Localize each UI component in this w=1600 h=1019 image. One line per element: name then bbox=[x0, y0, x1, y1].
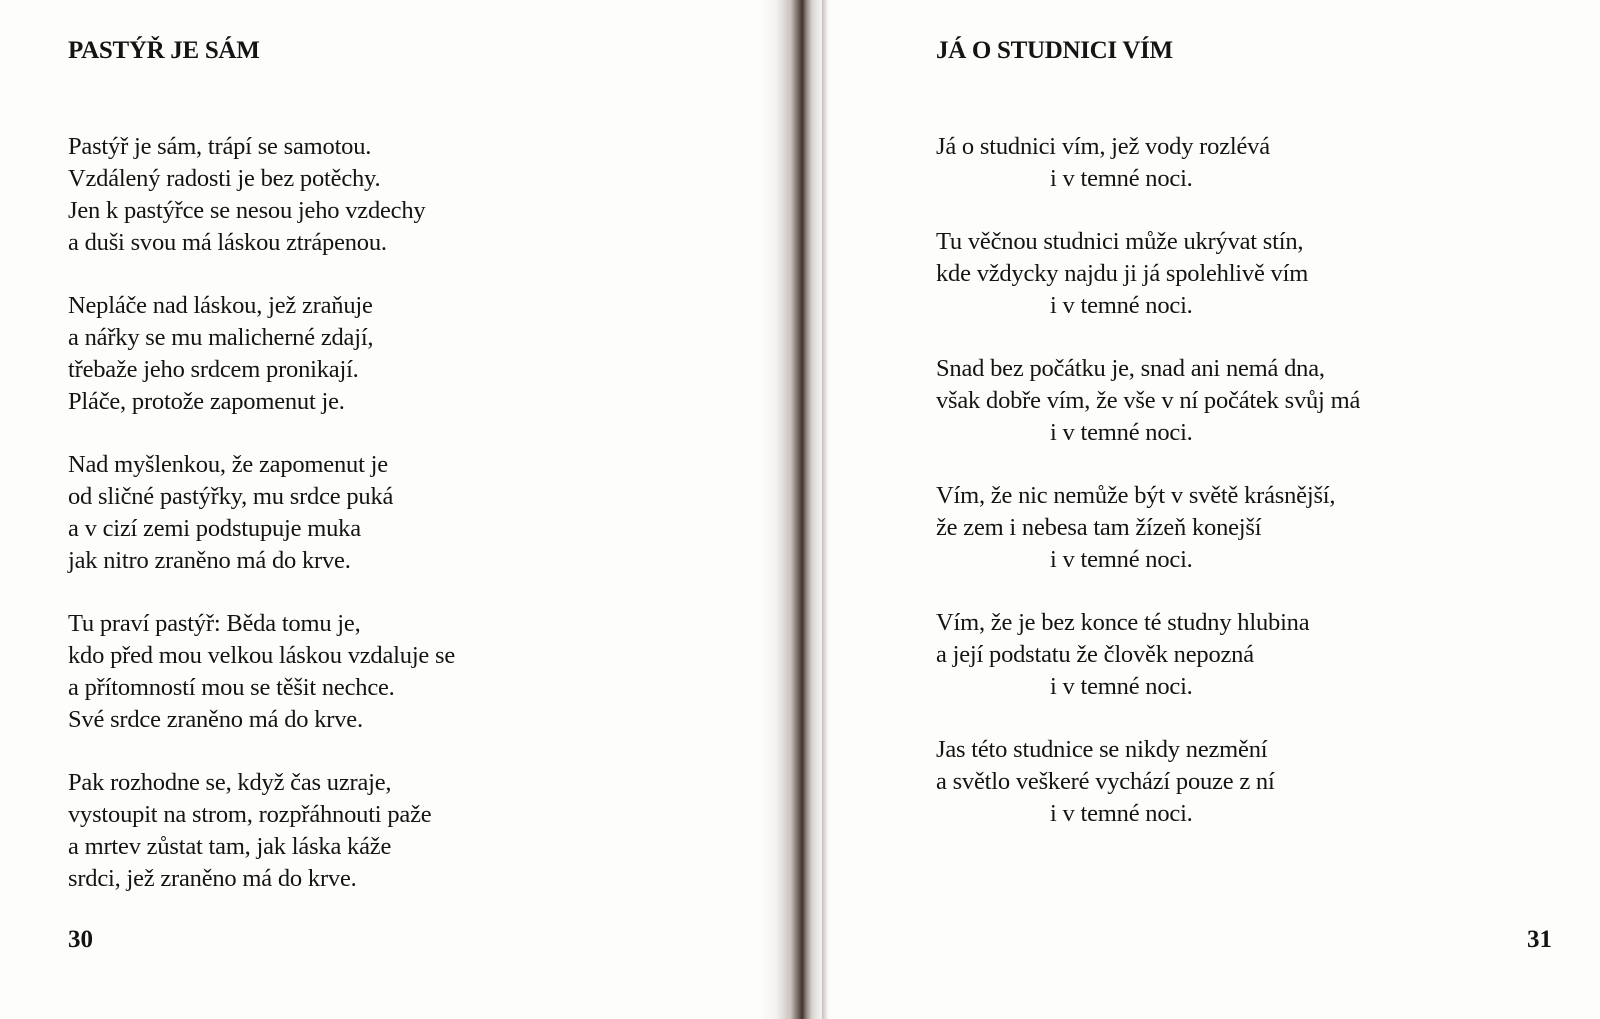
poem-line: kdo před mou velkou láskou vzdaluje se bbox=[68, 642, 456, 669]
poem-refrain-line: i v temné noci. bbox=[1050, 800, 1193, 827]
poem-line: Jen k pastýřce se nesou jeho vzdechy bbox=[68, 197, 426, 224]
stanza bbox=[936, 607, 1360, 703]
poem-line: a v cizí zemi podstupuje muka bbox=[68, 515, 361, 542]
poem-line: a nářky se mu malicherné zdají, bbox=[68, 324, 374, 351]
stanza bbox=[936, 734, 1360, 830]
poem-line: srdci, jež zraněno má do krve. bbox=[68, 865, 357, 892]
poem-line: a duši svou má láskou ztrápenou. bbox=[68, 229, 387, 256]
poem-refrain-line: i v temné noci. bbox=[1050, 419, 1193, 446]
poem-line: Pláče, protože zapomenut je. bbox=[68, 388, 345, 415]
poem-line: Nad myšlenkou, že zapomenut je bbox=[68, 451, 388, 478]
poem-line: Já o studnici vím, jež vody rozlévá bbox=[936, 133, 1270, 160]
poem-line: třebaže jeho srdcem pronikají. bbox=[68, 356, 359, 383]
poem-line: Vím, že nic nemůže být v světě krásnější, bbox=[936, 482, 1336, 509]
stanza bbox=[936, 226, 1360, 322]
poem-refrain-line: i v temné noci. bbox=[1050, 546, 1193, 573]
poem-line: Tu praví pastýř: Běda tomu je, bbox=[68, 610, 361, 637]
stanza bbox=[68, 131, 455, 259]
poem-text bbox=[936, 131, 1360, 861]
stanza bbox=[68, 290, 455, 418]
poem-line: však dobře vím, že vše v ní počátek svůj má bbox=[936, 387, 1361, 414]
poem-line: a mrtev zůstat tam, jak láska káže bbox=[68, 833, 392, 860]
poem-line: a její podstatu že člověk nepozná bbox=[936, 641, 1254, 668]
stanza bbox=[68, 449, 455, 577]
stanza bbox=[936, 131, 1360, 195]
page-number: 30 bbox=[68, 926, 93, 953]
poem-line: od sličné pastýřky, mu srdce puká bbox=[68, 483, 394, 510]
poem-line: Nepláče nad láskou, jež zraňuje bbox=[68, 292, 373, 319]
poem-line: kde vždycky najdu ji já spolehlivě vím bbox=[936, 260, 1309, 287]
right-page bbox=[826, 0, 1600, 1019]
poem-refrain-line: i v temné noci. bbox=[1050, 292, 1193, 319]
poem-text bbox=[68, 131, 455, 926]
page-number: 31 bbox=[1527, 926, 1552, 953]
poem-line: Své srdce zraněno má do krve. bbox=[68, 706, 363, 733]
poem-refrain-line: i v temné noci. bbox=[1050, 673, 1193, 700]
stanza bbox=[68, 608, 455, 736]
poem-line: jak nitro zraněno má do krve. bbox=[68, 547, 351, 574]
poem-line: Vím, že je bez konce té studny hlubina bbox=[936, 609, 1310, 636]
poem-title: PASTÝŘ JE SÁM bbox=[68, 37, 260, 64]
poem-line: Vzdálený radosti je bez potěchy. bbox=[68, 165, 381, 192]
poem-line: Pastýř je sám, trápí se samotou. bbox=[68, 133, 372, 160]
poem-line: Pak rozhodne se, když čas uzraje, bbox=[68, 769, 392, 796]
poem-line: Snad bez počátku je, snad ani nemá dna, bbox=[936, 355, 1325, 382]
poem-line: a přítomností mou se těšit nechce. bbox=[68, 674, 395, 701]
poem-refrain-line: i v temné noci. bbox=[1050, 165, 1193, 192]
poem-line: Jas této studnice se nikdy nezmění bbox=[936, 736, 1268, 763]
poem-line: že zem i nebesa tam žízeň konejší bbox=[936, 514, 1262, 541]
poem-line: a světlo veškeré vychází pouze z ní bbox=[936, 768, 1275, 795]
stanza bbox=[936, 480, 1360, 576]
poem-title: JÁ O STUDNICI VÍM bbox=[936, 37, 1173, 64]
poem-line: Tu věčnou studnici může ukrývat stín, bbox=[936, 228, 1304, 255]
poem-line: vystoupit na strom, rozpřáhnouti paže bbox=[68, 801, 432, 828]
stanza bbox=[68, 767, 455, 895]
stanza bbox=[936, 353, 1360, 449]
